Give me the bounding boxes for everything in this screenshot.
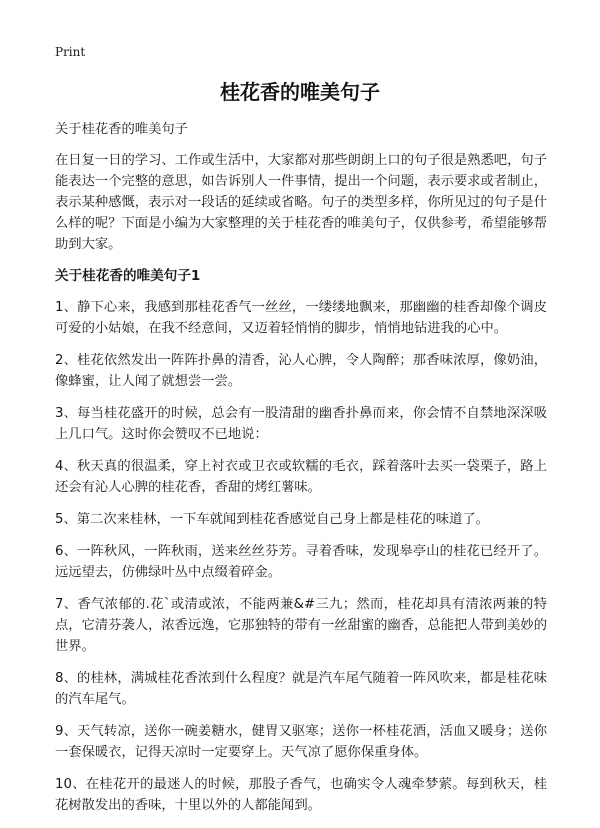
list-item: 6、一阵秋风，一阵秋雨，送来丝丝芬芳。寻着香味，发现皋亭山的桂花已经开了。远远望去，仿佛绿叶丛中点缀着碎金。 — [55, 544, 547, 580]
article-subtitle: 关于桂花香的唯美句子 — [55, 122, 188, 137]
list-item: 9、天气转凉，送你一碗姜糖水，健胃又驱寒；送你一杯桂花酒，活血又暖身；送你一套保暖衣，记得天凉时一定要穿上。天气凉了愿你保重身体。 — [55, 724, 547, 760]
list-item: 1、静下心来，我感到那桂花香气一丝丝，一缕缕地飘来，那幽幽的桂香却像个调皮可爱的小姑娘，在我不经意间，又迈着轻悄悄的脚步，悄悄地钻进我的心中。 — [55, 300, 547, 336]
intro-paragraph: 在日复一日的学习、工作或生活中，大家都对那些朗朗上口的句子很是熟悉吧，句子能表达一个完整的意思，如告诉别人一件事情，提出一个问题，表示要求或者制止，表示某种感慨，表示对一段话的延续或省略。句子的类型多样，你所见过的句子是什么样的呢？下面是小编为大家整理的关于桂花香的唯美句子，仅供参考，希望能够帮助到大家。 — [55, 153, 547, 252]
list-item: 4、秋天真的很温柔，穿上衬衣或卫衣或软糯的毛衣，踩着落叶去买一袋栗子，路上还会有沁人心脾的桂花香，香甜的烤红薯味。 — [55, 459, 547, 495]
list-item: 10、在桂花开的最迷人的时候，那股子香气，也确实令人魂牵梦萦。每到秋天，桂花树散发出的香味，十里以外的人都能闻到。 — [55, 777, 547, 813]
print-link[interactable]: Print — [55, 45, 86, 59]
article-body — [55, 119, 547, 827]
list-item: 5、第二次来桂林，一下车就闻到桂花香感觉自己身上都是桂花的味道了。 — [55, 512, 489, 527]
list-item: 7、香气浓郁的.花`或清或浓，不能两兼&#三九；然而，桂花却具有清浓两兼的特点，它清芬袭人，浓香远逸，它那独特的带有一丝甜蜜的幽香，总能把人带到美妙的世界。 — [55, 597, 547, 654]
list-item: 8、的桂林，满城桂花香浓到什么程度？就是汽车尾气随着一阵风吹来，都是桂花味的汽车尾气。 — [55, 671, 547, 707]
list-item: 3、每当桂花盛开的时候，总会有一股清甜的幽香扑鼻而来，你会情不自禁地深深吸上几口气。这时你会赞叹不已地说： — [55, 406, 547, 442]
list-item: 2、桂花依然发出一阵阵扑鼻的清香，沁人心脾，令人陶醉；那香味浓厚，像奶油，像蜂蜜，让人闻了就想尝一尝。 — [55, 353, 547, 389]
section-heading: 关于桂花香的唯美句子1 — [55, 268, 201, 284]
page-title: 桂花香的唯美句子 — [220, 80, 380, 104]
